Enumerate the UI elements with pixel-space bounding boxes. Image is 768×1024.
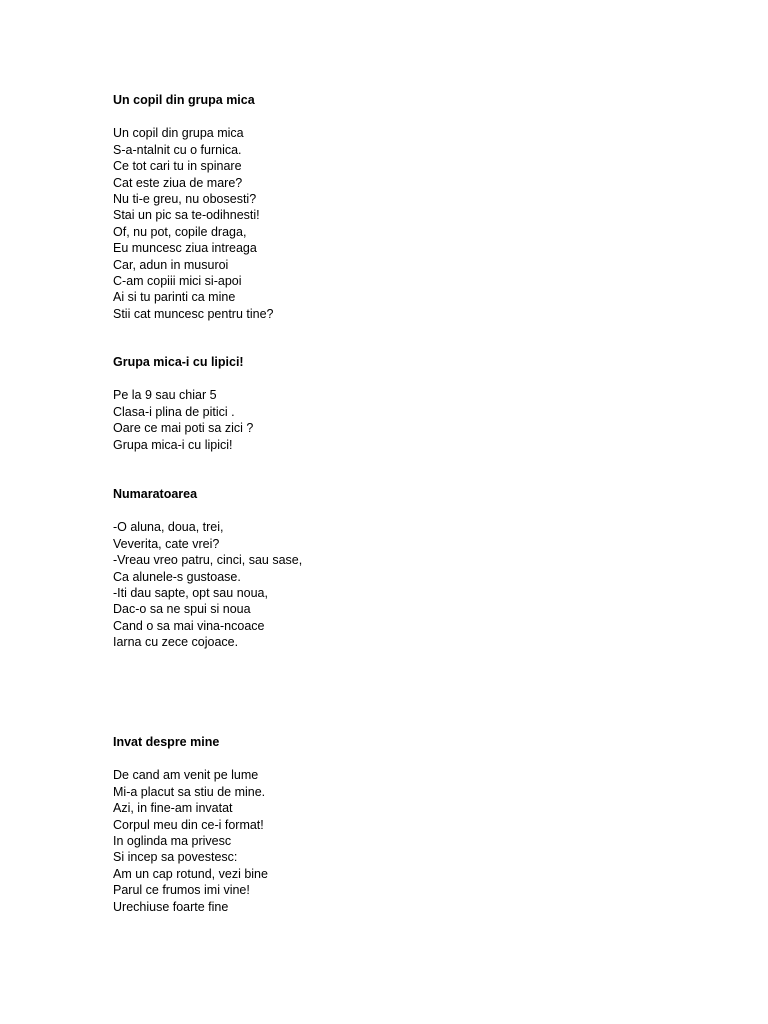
poem-verses bbox=[113, 125, 713, 322]
poem-line: Iarna cu zece cojoace. bbox=[113, 635, 239, 650]
poem-invat-despre-mine bbox=[113, 734, 713, 915]
poem-line: Si incep sa povestesc: bbox=[113, 850, 238, 865]
poem-line: Oare ce mai poti sa zici ? bbox=[113, 421, 254, 436]
poem-line: Cand o sa mai vina-ncoace bbox=[113, 618, 265, 633]
poem-line: Corpul meu din ce-i format! bbox=[113, 817, 264, 832]
poem-line: Ca alunele-s gustoase. bbox=[113, 569, 241, 584]
poem-title: Grupa mica-i cu lipici! bbox=[113, 355, 244, 369]
poem-title: Un copil din grupa mica bbox=[113, 93, 255, 107]
poem-un-copil-din-grupa-mica bbox=[113, 92, 713, 322]
poem-line: Eu muncesc ziua intreaga bbox=[113, 241, 257, 256]
poem-line: Car, adun in musuroi bbox=[113, 257, 229, 272]
poem-line: Am un cap rotund, vezi bine bbox=[113, 866, 268, 881]
poem-line: In oglinda ma privesc bbox=[113, 833, 232, 848]
poem-verses bbox=[113, 387, 713, 453]
poem-line: Veverita, cate vrei? bbox=[113, 536, 220, 551]
poem-line: Nu ti-e greu, nu obosesti? bbox=[113, 191, 257, 206]
poem-line: Parul ce frumos imi vine! bbox=[113, 883, 250, 898]
poem-verses bbox=[113, 519, 713, 650]
poem-line: Stai un pic sa te-odihnesti! bbox=[113, 208, 260, 223]
poem-line: Cat este ziua de mare? bbox=[113, 175, 243, 190]
poem-line: -O aluna, doua, trei, bbox=[113, 520, 224, 535]
poem-line: -Iti dau sapte, opt sau noua, bbox=[113, 585, 268, 600]
poem-line: Grupa mica-i cu lipici! bbox=[113, 437, 233, 452]
poem-line: Ce tot cari tu in spinare bbox=[113, 159, 242, 174]
poem-line: Un copil din grupa mica bbox=[113, 126, 244, 141]
poem-line: Azi, in fine-am invatat bbox=[113, 801, 233, 816]
poem-line: Urechiuse foarte fine bbox=[113, 899, 229, 914]
poem-line: Pe la 9 sau chiar 5 bbox=[113, 388, 217, 403]
poem-line: Of, nu pot, copile draga, bbox=[113, 224, 247, 239]
poem-line: De cand am venit pe lume bbox=[113, 768, 259, 783]
poem-line: Stii cat muncesc pentru tine? bbox=[113, 306, 274, 321]
poem-verses bbox=[113, 767, 713, 915]
poem-line: C-am copiii mici si-apoi bbox=[113, 273, 242, 288]
poem-line: Clasa-i plina de pitici . bbox=[113, 404, 235, 419]
poem-title: Invat despre mine bbox=[113, 735, 220, 749]
poem-line: Dac-o sa ne spui si noua bbox=[113, 602, 251, 617]
poem-line: Ai si tu parinti ca mine bbox=[113, 290, 236, 305]
poem-line: -Vreau vreo patru, cinci, sau sase, bbox=[113, 553, 303, 568]
poem-numaratoarea bbox=[113, 486, 713, 651]
poem-title: Numaratoarea bbox=[113, 487, 198, 501]
poem-line: Mi-a placut sa stiu de mine. bbox=[113, 784, 266, 799]
poem-line: S-a-ntalnit cu o furnica. bbox=[113, 142, 242, 157]
poem-grupa-mica-i-cu-lipici bbox=[113, 354, 713, 453]
